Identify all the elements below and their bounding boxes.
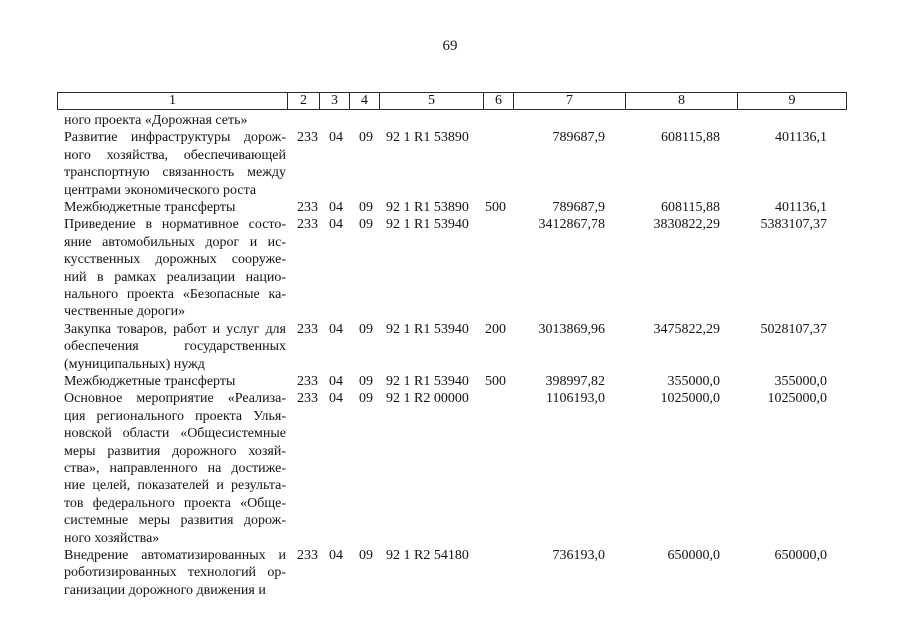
header-col-3: 3 (320, 93, 350, 109)
table-row-description (64, 373, 286, 390)
table-cell-c9: 5028107,37 (760, 321, 827, 337)
table-cell-c5: 92 1 R1 53890 (386, 200, 469, 215)
table-row-description (64, 321, 286, 373)
description-line: транспортную связанность между (64, 165, 286, 181)
table-cell-c8: 355000,0 (667, 374, 720, 389)
table-cell-c7: 3013869,96 (538, 321, 605, 337)
table-cell-c2: 233 (297, 321, 318, 337)
table-cell-c2: 233 (297, 391, 318, 407)
description-line: роботизированных технологий ор- (64, 565, 286, 581)
description-line: ний в рамках реализации нацио- (64, 269, 286, 285)
table-cell-c6: 500 (485, 200, 506, 215)
table-cell-c8: 3830822,29 (653, 217, 720, 233)
table-cell-c4: 09 (359, 217, 373, 233)
table-cell-c6: 200 (485, 321, 506, 337)
table-cell-c4: 09 (359, 200, 373, 215)
table-cell-c5: 92 1 R2 00000 (386, 391, 469, 407)
table-cell-c2: 233 (297, 217, 318, 233)
table-cell-c9: 401136,1 (775, 130, 827, 146)
description-line: ганизации дорожного движения и (64, 582, 266, 598)
description-line: центрами экономического роста (64, 182, 257, 198)
description-line: кусственных дорожных сооруже- (64, 252, 286, 268)
description-line: Межбюджетные трансферты (64, 374, 236, 389)
description-line: (муниципальных) нужд (64, 356, 205, 372)
table-cell-c3: 04 (329, 200, 343, 215)
description-line: Внедрение автоматизированных и (64, 548, 286, 563)
table-cell-c6: 500 (485, 374, 506, 389)
table-row-description (64, 112, 286, 129)
header-col-7: 7 (514, 93, 626, 109)
table-cell-c5: 92 1 R1 53940 (386, 374, 469, 389)
description-line: яние автомобильных дорог и ис- (64, 234, 286, 250)
table-cell-c2: 233 (297, 374, 318, 389)
table-row-description (64, 216, 286, 320)
header-col-5: 5 (380, 93, 484, 109)
header-col-8: 8 (626, 93, 738, 109)
description-line: системные меры развития дорож- (64, 513, 286, 529)
description-line: Основное мероприятие «Реализа- (64, 391, 286, 407)
description-line: Развитие инфраструктуры дорож- (64, 130, 286, 146)
table-cell-c7: 398997,82 (545, 374, 605, 389)
table-cell-c7: 736193,0 (552, 548, 605, 563)
description-line: ного хозяйства, обеспечивающей (64, 147, 286, 163)
table-cell-c5: 92 1 R2 54180 (386, 548, 469, 563)
table-cell-c9: 5383107,37 (760, 217, 827, 233)
table-cell-c3: 04 (329, 391, 343, 407)
table-row-description (64, 199, 286, 216)
description-line: ного хозяйства» (64, 530, 160, 546)
table-cell-c3: 04 (329, 217, 343, 233)
table-row-description (64, 390, 286, 547)
table-cell-c2: 233 (297, 200, 318, 215)
table-header (57, 92, 847, 110)
description-line: Закупка товаров, работ и услуг для (64, 321, 286, 337)
description-line: ного проекта «Дорожная сеть» (64, 113, 248, 128)
table-cell-c2: 233 (297, 548, 318, 563)
table-cell-c7: 3412867,78 (538, 217, 605, 233)
table-cell-c7: 789687,9 (552, 200, 605, 215)
page-number: 69 (442, 38, 458, 54)
description-line: тов федерального проекта «Обще- (64, 495, 286, 511)
header-col-9: 9 (788, 93, 796, 108)
description-line: чественные дороги» (64, 304, 186, 320)
table-cell-c8: 608115,88 (661, 130, 720, 146)
description-line: ция регионального проекта Улья- (64, 408, 286, 424)
description-line: Приведение в нормативное состо- (64, 217, 286, 233)
table-row-description (64, 129, 286, 199)
table-cell-c4: 09 (359, 321, 373, 337)
table-cell-c5: 92 1 R1 53940 (386, 217, 469, 233)
header-col-4: 4 (350, 93, 380, 109)
table-cell-c5: 92 1 R1 53890 (386, 130, 469, 146)
table-cell-c4: 09 (359, 391, 373, 407)
description-line: обеспечения государственных (64, 339, 286, 355)
header-col-1: 1 (58, 93, 288, 109)
table-cell-c9: 650000,0 (774, 548, 827, 563)
table-cell-c9: 355000,0 (774, 374, 827, 389)
header-col-6: 6 (484, 93, 514, 109)
table-cell-c7: 789687,9 (552, 130, 605, 146)
table-row-description (64, 547, 286, 599)
table-cell-c7: 1106193,0 (546, 391, 605, 407)
table-cell-c4: 09 (359, 374, 373, 389)
table-cell-c9: 1025000,0 (767, 391, 827, 407)
description-line: меры развития дорожного хозяй- (64, 443, 286, 459)
table-cell-c9: 401136,1 (775, 200, 827, 215)
description-line: нального проекта «Безопасные ка- (64, 286, 286, 302)
table-cell-c8: 1025000,0 (660, 391, 720, 407)
description-line: Межбюджетные трансферты (64, 200, 236, 215)
table-cell-c3: 04 (329, 374, 343, 389)
table-cell-c3: 04 (329, 321, 343, 337)
description-line: ние целей, показателей и результа- (64, 478, 286, 494)
table-cell-c4: 09 (359, 548, 373, 563)
description-line: новской области «Общесистемные (64, 426, 286, 442)
table-cell-c8: 3475822,29 (653, 321, 720, 337)
table-cell-c8: 608115,88 (661, 200, 720, 215)
table-cell-c2: 233 (297, 130, 318, 146)
table-cell-c3: 04 (329, 548, 343, 563)
header-col-2: 2 (288, 93, 320, 109)
table-cell-c8: 650000,0 (667, 548, 720, 563)
table-cell-c3: 04 (329, 130, 343, 146)
table-cell-c5: 92 1 R1 53940 (386, 321, 469, 337)
description-line: ства», направленного на достиже- (64, 460, 286, 476)
table-cell-c4: 09 (359, 130, 373, 146)
